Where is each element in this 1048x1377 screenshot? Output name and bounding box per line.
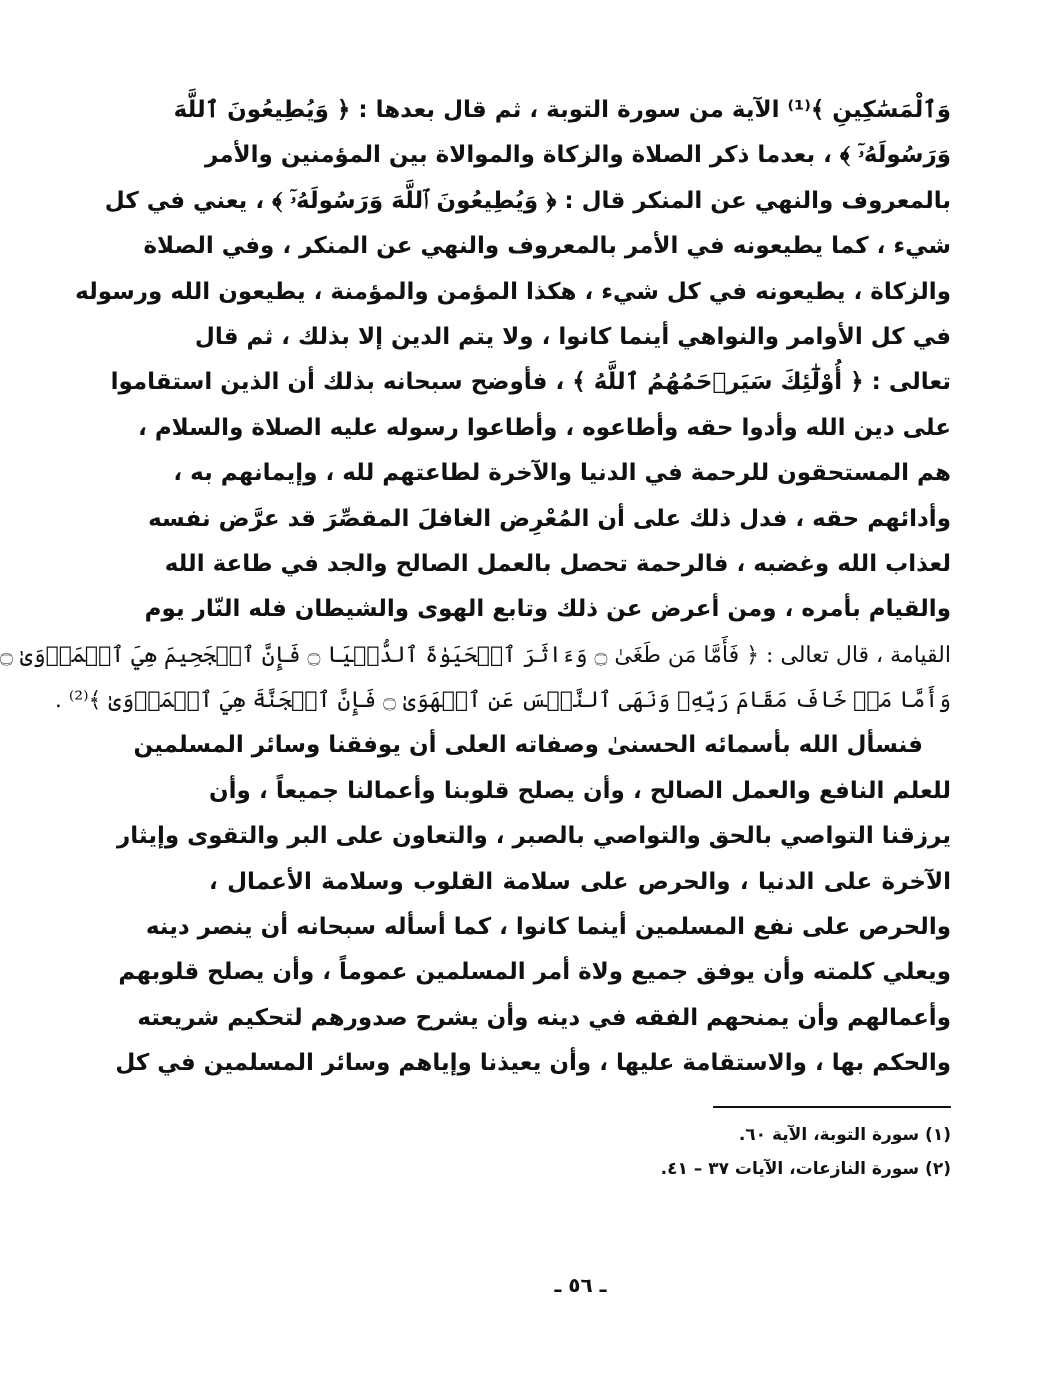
text-line: وأعمالهم وأن يمنحهم الفقه في دينه وأن يشرح صدورهم لتحكيم شريعته — [137, 1004, 951, 1031]
text-line: تعالى : ﴿ أُوْلَٰٓئِكَ سَيَرۡحَمُهُمُ ٱللَّهُ ﴾ ، فأوضح سبحانه بذلك أن الذين استقاموا — [110, 369, 951, 396]
text-line: بالمعروف والنهي عن المنكر قال : ﴿ وَيُطِيعُونَ ٱللَّهَ وَرَسُولَهُۥٓ ﴾ ، يعني في كل — [104, 187, 951, 214]
text-line: على دين الله وأدوا حقه وأطاعوه ، وأطاعوا رسوله عليه الصلاة والسلام ، — [138, 414, 951, 441]
text-line: والزكاة ، يطيعونه في كل شيء ، هكذا المؤمن والمؤمنة ، يطيعون الله ورسوله — [75, 278, 951, 305]
quran-verse-line: وَأَمَّا مَنۡ خَافَ مَقَامَ رَبِّهِۦ وَنَهَى ٱلنَّفۡسَ عَنِ ٱلۡهَوَىٰ ۝ فَإِنَّ ٱلۡجَنَّةَ هِيَ ٱلۡمَأۡوَىٰ ﴾⁽²⁾ . — [54, 688, 951, 714]
text-line: والحكم بها ، والاستقامة عليها ، وأن يعيذنا وإياهم وسائر المسلمين في كل — [115, 1050, 951, 1077]
text-line: للعلم النافع والعمل الصالح ، وأن يصلح قلوبنا وأعمالنا جميعاً ، وأن — [209, 777, 951, 804]
paragraph-start-line: فنسأل الله بأسمائه الحسنىٰ وصفاته العلى أن يوفقنا وسائر المسلمين — [133, 732, 923, 759]
text-line: في كل الأوامر والنواهي أينما كانوا ، ولا يتم الدين إلا بذلك ، ثم قال — [194, 323, 951, 350]
text-line: هم المستحقون للرحمة في الدنيا والآخرة لطاعتهم لله ، وإيمانهم به ، — [173, 460, 951, 487]
text-line: يرزقنا التواصي بالحق والتواصي بالصبر ، والتعاون على البر والتقوى وإيثار — [117, 823, 951, 850]
text-line: الآخرة على الدنيا ، والحرص على سلامة القلوب وسلامة الأعمال ، — [209, 868, 951, 895]
text-line: وأدائهم حقه ، فدل ذلك على أن المُعْرِض الغافلَ المقصِّرَ قد عرَّض نفسه — [148, 505, 951, 532]
text-line: وَرَسُولَهُۥٓ ﴾ ، بعدما ذكر الصلاة والزكاة والموالاة بين المؤمنين والأمر — [204, 142, 951, 169]
footnote-1: (١) سورة التوبة، الآية ٦٠. — [738, 1125, 951, 1145]
text-line: لعذاب الله وغضبه ، فالرحمة تحصل بالعمل الصالح والجد في طاعة الله — [164, 550, 951, 577]
page-number: ـ ٥٦ ـ — [554, 1273, 607, 1297]
main-text — [0, 88, 951, 1087]
text-line: شيء ، كما يطيعونه في الأمر بالمعروف والنهي عن المنكر ، وفي الصلاة — [143, 233, 951, 260]
footnotes — [209, 1118, 951, 1186]
text-line: ويعلي كلمته وأن يوفق جميع ولاة أمر المسلمين عموماً ، وأن يصلح قلوبهم — [118, 959, 951, 986]
footnote-divider — [713, 1106, 951, 1108]
footnote-2: (٢) سورة النازعات، الآيات ٣٧ – ٤١. — [660, 1159, 951, 1179]
quran-verse-line: القيامة ، قال تعالى : ﴿ فَأَمَّا مَن طَغَىٰ ۝ وَءَاثَرَ ٱلۡحَيَوٰةَ ٱلدُّنۡيَا ۝ فَإِنَّ ٱلۡجَحِيمَ هِيَ ٱلۡمَأۡوَىٰ ۝ — [0, 642, 951, 668]
text-line: وَٱلْمَسَٰكِينِ ﴾⁽¹⁾ الآية من سورة التوبة ، ثم قال بعدها : ﴿ وَيُطِيعُونَ ٱللَّهَ — [173, 97, 951, 123]
text-line: والحرص على نفع المسلمين أينما كانوا ، كما أسأله سبحانه أن ينصر دينه — [145, 914, 951, 941]
text-line: والقيام بأمره ، ومن أعرض عن ذلك وتابع الهوى والشيطان فله النّار يوم — [144, 596, 951, 623]
